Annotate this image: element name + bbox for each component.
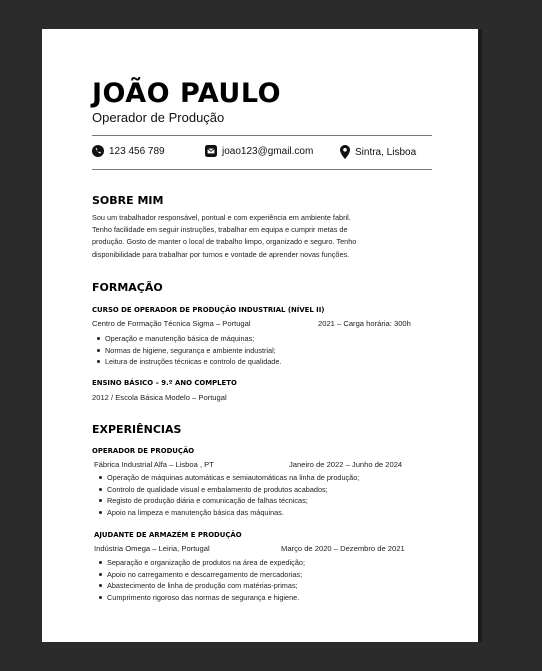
experience-title: EXPERIÊNCIAS (92, 423, 182, 436)
list-item: Registo de produção diária e comunicação de falhas técnicas; (107, 495, 359, 507)
education-date: 2021 – Carga horária: 300h (318, 319, 411, 328)
list-item: Separação e organização de produtos na área de expedição; (107, 558, 305, 567)
experience-bullets (97, 472, 359, 518)
mail-icon (205, 145, 217, 157)
experience-place: Indústria Omega – Leiria, Portugal (94, 544, 210, 553)
list-item: Operação de máquinas automáticas e semiautomáticas na linha de produção; (107, 473, 360, 482)
about-title: SOBRE MIM (92, 194, 164, 207)
list-item: Controlo de qualidade visual e embalamento de produtos acabados; (107, 484, 359, 496)
education-place: Centro de Formação Técnica Sigma – Portugal (92, 319, 251, 328)
about-line: disponibilidade para trabalhar por turnos e vontade de aprender novas funções. (92, 249, 350, 259)
list-item: Apoio no carregamento e descarregamento de mercadorias; (107, 569, 305, 581)
location-text: Sintra, Lisboa (355, 146, 417, 158)
experience-heading: AJUDANTE DE ARMAZÉM E PRODUÇÃO (94, 531, 242, 539)
experience-heading: OPERADOR DE PRODUÇÃO (92, 447, 195, 455)
candidate-role: Operador de Produção (92, 110, 225, 125)
contact-phone (92, 145, 165, 157)
list-item: Operação e manutenção básica de máquinas; (105, 333, 281, 345)
experience-date: Março de 2020 – Dezembro de 2021 (281, 544, 405, 553)
about-text (92, 212, 432, 261)
contact-bar (92, 145, 432, 163)
phone-number: 123 456 789 (109, 145, 165, 157)
experience-place: Fábrica Industrial Alfa – Lisboa , PT (94, 460, 214, 469)
email-address: joao123@gmail.com (222, 145, 314, 157)
education-place: 2012 / Escola Básica Modelo – Portugal (92, 393, 227, 402)
list-item: Leitura de instruções técnicas e controlo de qualidade. (105, 357, 282, 367)
about-line: produção. Gosto de manter o local de trabalho limpo, organizado e seguro. Tenho (92, 237, 357, 247)
contact-email (205, 145, 313, 157)
resume-page (42, 29, 478, 642)
list-item: Cumprimento rigoroso das normas de segurança e higiene. (107, 592, 305, 604)
contact-location (340, 145, 416, 159)
divider-bottom (92, 169, 432, 170)
candidate-name: JOÃO PAULO (92, 78, 282, 109)
experience-date: Janeiro de 2022 – Junho de 2024 (289, 460, 403, 469)
education-heading: ENSINO BÁSICO – 9.º ANO COMPLETO (92, 379, 237, 387)
list-item: Abastecimento de linha de produção com matérias-primas; (107, 580, 305, 592)
page-shadow (478, 29, 482, 642)
education-heading: CURSO DE OPERADOR DE PRODUÇÃO INDUSTRIAL (NÍVEL II) (92, 306, 325, 314)
experience-bullets (97, 557, 305, 603)
location-pin-icon (340, 145, 350, 159)
phone-icon (92, 145, 104, 157)
list-item: Normas de higiene, segurança e ambiente industrial; (105, 345, 281, 357)
education-bullets (95, 333, 281, 368)
education-title: FORMAÇÃO (92, 281, 163, 294)
about-line: Tenho facilidade em seguir instruções, trabalhar em equipa e cumprir metas de (92, 225, 348, 235)
about-line: Sou um trabalhador responsável, pontual e com experiência em ambiente fabril. (92, 213, 351, 222)
divider-top (92, 135, 432, 136)
list-item: Apoio na limpeza e manutenção básica das máquinas. (107, 507, 359, 519)
